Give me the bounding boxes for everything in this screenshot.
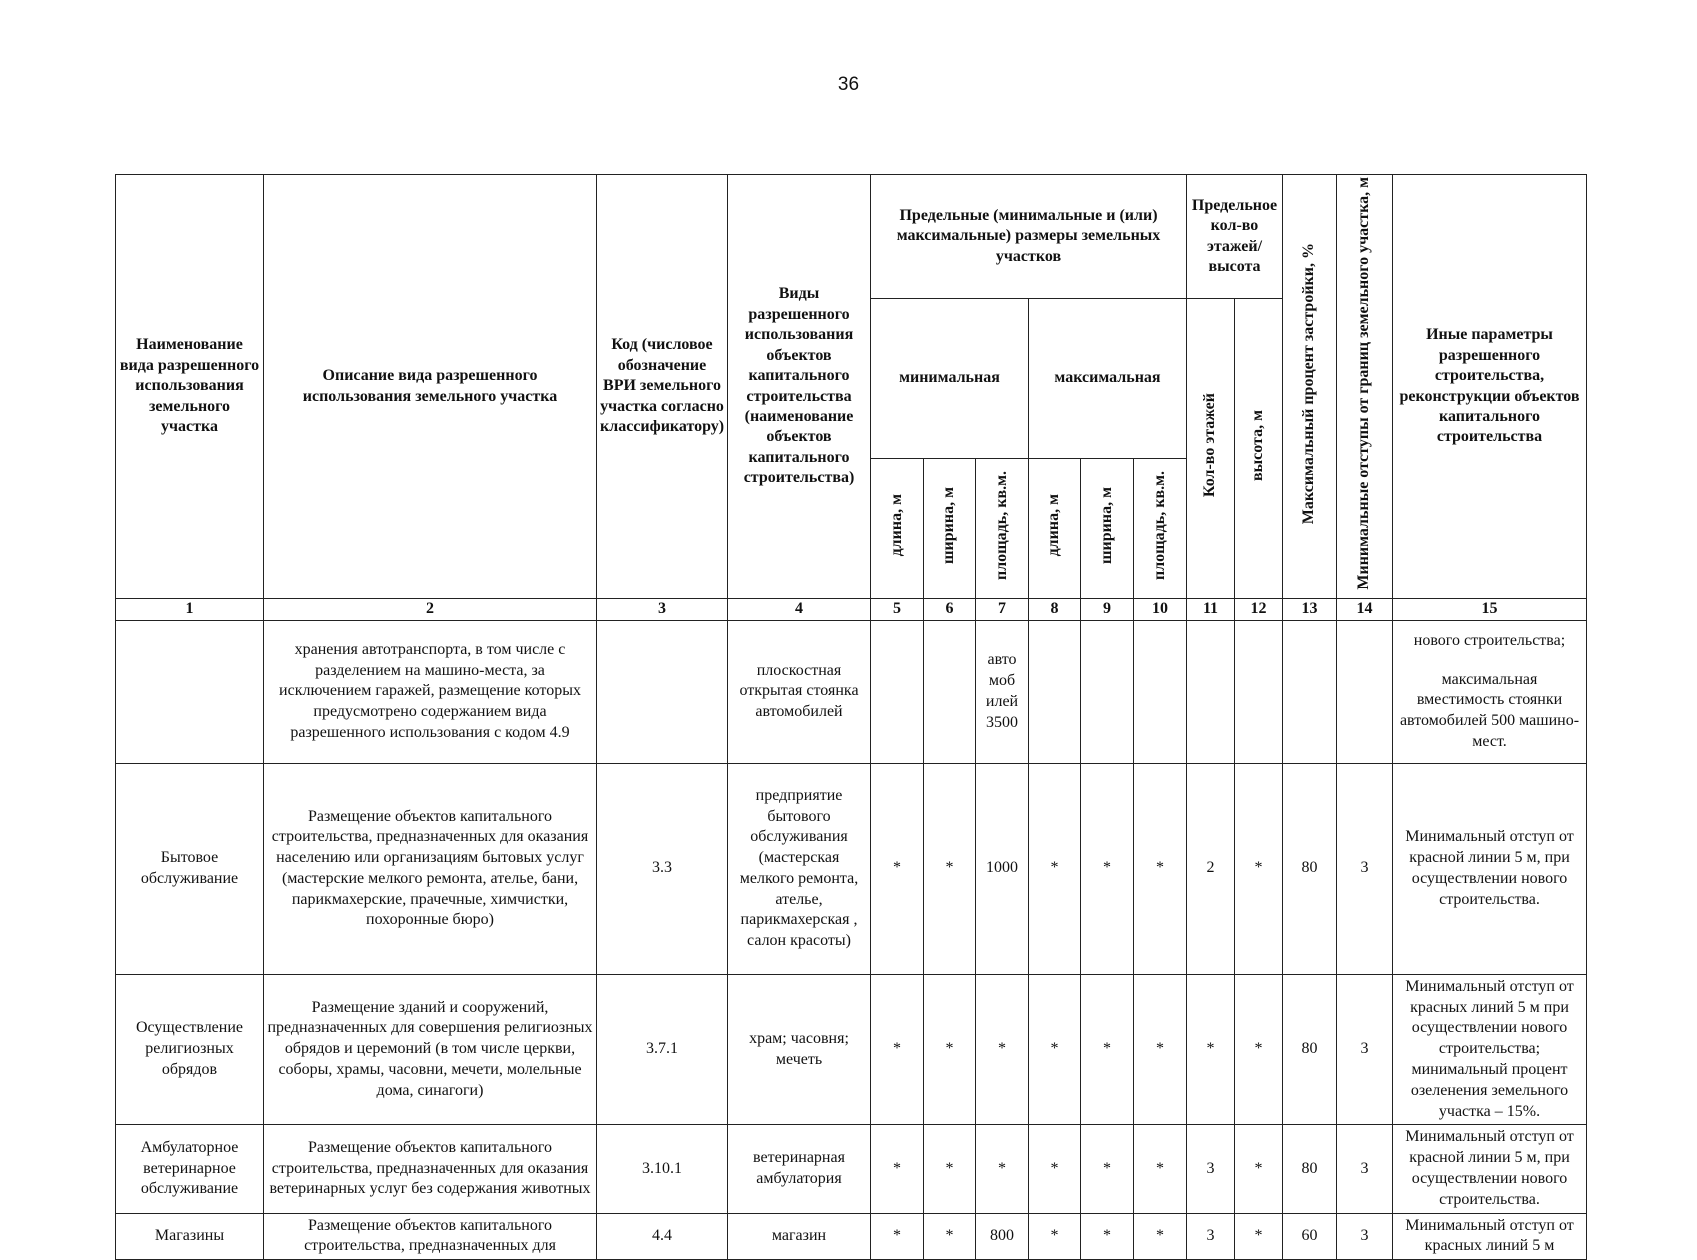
setback-value bbox=[1337, 620, 1393, 763]
header-min-length: длина, м bbox=[871, 459, 924, 599]
table-row bbox=[116, 1213, 1587, 1260]
coverage-value bbox=[1283, 620, 1337, 763]
use-description: Размещение объектов капитального строительства, предназначенных для bbox=[264, 1213, 597, 1260]
height-value: * bbox=[1235, 1125, 1283, 1213]
setback-value: 3 bbox=[1337, 974, 1393, 1125]
max-area-value: * bbox=[1134, 1213, 1187, 1260]
height-value bbox=[1235, 620, 1283, 763]
table-row bbox=[116, 974, 1587, 1125]
setback-value: 3 bbox=[1337, 763, 1393, 974]
use-name: Бытовое обслуживание bbox=[116, 763, 264, 974]
use-name: Амбулаторное ветеринарное обслуживание bbox=[116, 1125, 264, 1213]
use-code: 3.10.1 bbox=[597, 1125, 728, 1213]
column-number: 10 bbox=[1134, 599, 1187, 621]
max-width-value: * bbox=[1081, 1213, 1134, 1260]
min-width-value: * bbox=[924, 763, 976, 974]
floors-value: 3 bbox=[1187, 1213, 1235, 1260]
header-min-width: ширина, м bbox=[924, 459, 976, 599]
header-floors-height: Предельное кол-во этажей/ высота bbox=[1187, 175, 1283, 299]
column-number: 3 bbox=[597, 599, 728, 621]
column-number: 2 bbox=[264, 599, 597, 621]
max-area-value: * bbox=[1134, 1125, 1187, 1213]
min-area-value: 800 bbox=[976, 1213, 1029, 1260]
header-min-setback: Минимальные отступы от границ земельного участка, м bbox=[1337, 175, 1393, 599]
max-width-value: * bbox=[1081, 763, 1134, 974]
column-number: 4 bbox=[728, 599, 871, 621]
header-max-width: ширина, м bbox=[1081, 459, 1134, 599]
column-number: 12 bbox=[1235, 599, 1283, 621]
use-code: 3.7.1 bbox=[597, 974, 728, 1125]
use-name: Осуществление религиозных обрядов bbox=[116, 974, 264, 1125]
other-params-line: максимальная вместимость стоянки автомобилей 500 машино-мест. bbox=[1399, 670, 1580, 751]
min-width-value: * bbox=[924, 1213, 976, 1260]
max-width-value: * bbox=[1081, 974, 1134, 1125]
max-width-value: * bbox=[1081, 1125, 1134, 1213]
min-length-value: * bbox=[871, 1213, 924, 1260]
table-row bbox=[116, 620, 1587, 763]
header-maximal: максимальная bbox=[1029, 299, 1187, 459]
coverage-value: 60 bbox=[1283, 1213, 1337, 1260]
column-number: 13 bbox=[1283, 599, 1337, 621]
use-objects: магазин bbox=[728, 1213, 871, 1260]
use-objects: плоскостная открытая стоянка автомобилей bbox=[728, 620, 871, 763]
max-width-value bbox=[1081, 620, 1134, 763]
other-params-value bbox=[1393, 620, 1587, 763]
column-number: 9 bbox=[1081, 599, 1134, 621]
use-description: Размещение объектов капитального строительства, предназначенных для оказания ветеринарных услуг без содержания животных bbox=[264, 1125, 597, 1213]
setback-value: 3 bbox=[1337, 1125, 1393, 1213]
header-plot-sizes: Предельные (минимальные и (или) максимальные) размеры земельных участков bbox=[871, 175, 1187, 299]
other-params-line: нового строительства; bbox=[1413, 631, 1566, 649]
min-width-value bbox=[924, 620, 976, 763]
column-number: 7 bbox=[976, 599, 1029, 621]
max-area-value: * bbox=[1134, 763, 1187, 974]
max-length-value: * bbox=[1029, 763, 1081, 974]
max-length-value: * bbox=[1029, 1213, 1081, 1260]
max-length-value: * bbox=[1029, 974, 1081, 1125]
header-description: Описание вида разрешенного использования земельного участка bbox=[264, 175, 597, 599]
min-length-value: * bbox=[871, 763, 924, 974]
min-area-value: авто моб илей 3500 bbox=[976, 620, 1029, 763]
use-name: Магазины bbox=[116, 1213, 264, 1260]
coverage-value: 80 bbox=[1283, 763, 1337, 974]
header-other-params: Иные параметры разрешенного строительства, реконструкции объектов капитального строительства bbox=[1393, 175, 1587, 599]
header-min-area: площадь, кв.м. bbox=[976, 459, 1029, 599]
header-max-length: длина, м bbox=[1029, 459, 1081, 599]
min-area-value: * bbox=[976, 1125, 1029, 1213]
header-code: Код (числовое обозначение ВРИ земельного участка согласно классификатору) bbox=[597, 175, 728, 599]
column-number: 1 bbox=[116, 599, 264, 621]
coverage-value: 80 bbox=[1283, 1125, 1337, 1213]
floors-value: * bbox=[1187, 974, 1235, 1125]
other-params-value: Минимальный отступ от красных линий 5 м bbox=[1393, 1213, 1587, 1260]
height-value: * bbox=[1235, 1213, 1283, 1260]
min-area-value: 1000 bbox=[976, 763, 1029, 974]
column-number: 5 bbox=[871, 599, 924, 621]
header-max-coverage: Максимальный процент застройки, % bbox=[1283, 175, 1337, 599]
header-name: Наименование вида разрешенного использования земельного участка bbox=[116, 175, 264, 599]
land-use-table bbox=[115, 174, 1587, 1260]
column-number: 8 bbox=[1029, 599, 1081, 621]
use-description: хранения автотранспорта, в том числе с разделением на машино-места, за исключением гаражей, размещение которых предусмотрено содержанием вида разрешенного использования с кодом 4.9 bbox=[264, 620, 597, 763]
header-object-types: Виды разрешенного использования объектов капитального строительства (наименование объектов капитального строительства) bbox=[728, 175, 871, 599]
other-params-value: Минимальный отступ от красных линий 5 м при осуществлении нового строительства; минимальный процент озеленения земельного участка – 15%. bbox=[1393, 974, 1587, 1125]
min-length-value: * bbox=[871, 1125, 924, 1213]
column-number: 11 bbox=[1187, 599, 1235, 621]
max-length-value bbox=[1029, 620, 1081, 763]
column-numbers-row bbox=[116, 599, 1587, 621]
max-area-value bbox=[1134, 620, 1187, 763]
floors-value: 2 bbox=[1187, 763, 1235, 974]
min-length-value: * bbox=[871, 974, 924, 1125]
use-objects: предприятие бытового обслуживания (мастерская мелкого ремонта, ателье, парикмахерская , салон красоты) bbox=[728, 763, 871, 974]
use-code bbox=[597, 620, 728, 763]
table-row bbox=[116, 763, 1587, 974]
other-params-value: Минимальный отступ от красной линии 5 м, при осуществлении нового строительства. bbox=[1393, 1125, 1587, 1213]
use-objects: ветеринарная амбулатория bbox=[728, 1125, 871, 1213]
min-width-value: * bbox=[924, 974, 976, 1125]
min-area-value: * bbox=[976, 974, 1029, 1125]
min-length-value bbox=[871, 620, 924, 763]
max-length-value: * bbox=[1029, 1125, 1081, 1213]
floors-value bbox=[1187, 620, 1235, 763]
max-area-value: * bbox=[1134, 974, 1187, 1125]
column-number: 6 bbox=[924, 599, 976, 621]
min-width-value: * bbox=[924, 1125, 976, 1213]
use-name bbox=[116, 620, 264, 763]
header-height: высота, м bbox=[1235, 299, 1283, 599]
use-description: Размещение зданий и сооружений, предназначенных для совершения религиозных обрядов и церемоний (в том числе церкви, соборы, храмы, часовни, мечети, молельные дома, синагоги) bbox=[264, 974, 597, 1125]
floors-value: 3 bbox=[1187, 1125, 1235, 1213]
use-objects: храм; часовня; мечеть bbox=[728, 974, 871, 1125]
other-params-value: Минимальный отступ от красной линии 5 м, при осуществлении нового строительства. bbox=[1393, 763, 1587, 974]
page-number: 36 bbox=[837, 74, 860, 95]
header-floors: Кол-во этажей bbox=[1187, 299, 1235, 599]
setback-value: 3 bbox=[1337, 1213, 1393, 1260]
column-number: 14 bbox=[1337, 599, 1393, 621]
use-code: 3.3 bbox=[597, 763, 728, 974]
column-number: 15 bbox=[1393, 599, 1587, 621]
use-code: 4.4 bbox=[597, 1213, 728, 1260]
height-value: * bbox=[1235, 763, 1283, 974]
header-max-area: площадь, кв.м. bbox=[1134, 459, 1187, 599]
header-minimal: минимальная bbox=[871, 299, 1029, 459]
use-description: Размещение объектов капитального строительства, предназначенных для оказания населению или организациям бытовых услуг (мастерские мелкого ремонта, ателье, бани, парикмахерские, прачечные, химчистки, похоронные бюро) bbox=[264, 763, 597, 974]
coverage-value: 80 bbox=[1283, 974, 1337, 1125]
height-value: * bbox=[1235, 974, 1283, 1125]
